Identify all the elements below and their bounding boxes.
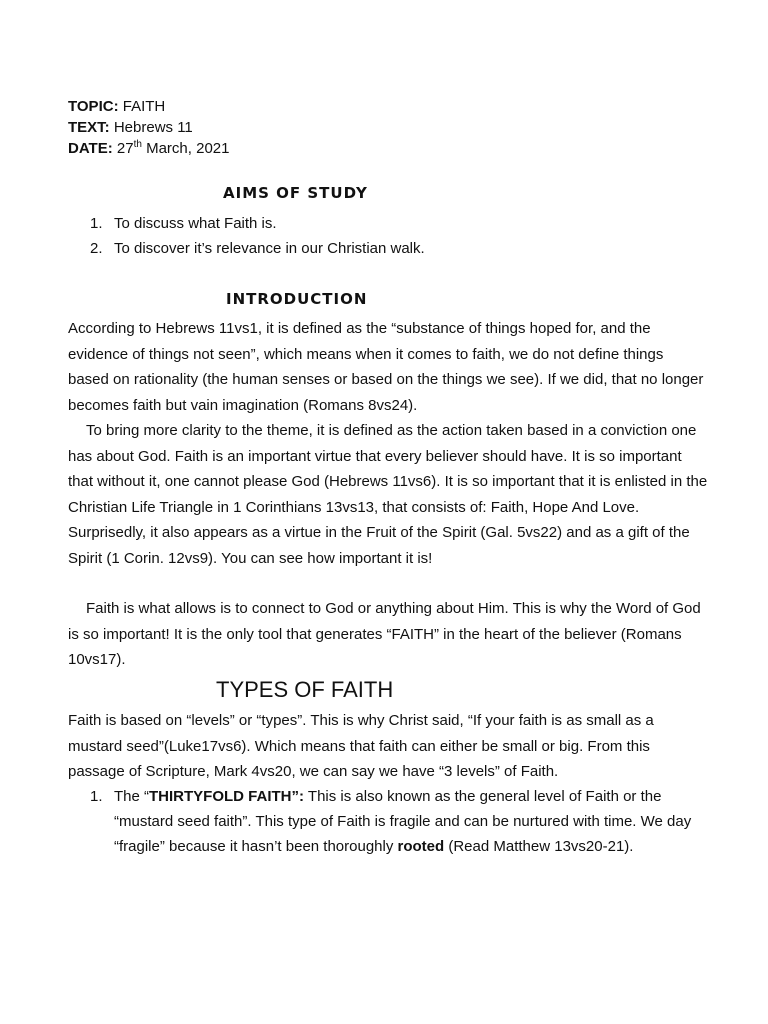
topic-label: TOPIC: [68, 98, 119, 115]
list-item [68, 211, 425, 236]
intro-paragraph-2: To bring more clarity to the theme, it is defined as the action taken based in a conviction one has about God. Faith is an important virtue that every believer should have. It is so important that without it, one cannot please God (Hebrews 11vs6). It is so important that it is enlisted in the Christian Life Triangle in 1 Corinthians 13vs13, that consists of: Faith, Hope And Love. Surprisedly, it also appears as a virtue in the Fruit of the Spirit (Gal. 5vs22) and as a gift of the Spirit (1 Corin. 12vs9). You can see how important it is! [68, 422, 708, 567]
intro-paragraph-1: According to Hebrews 11vs1, it is defined as the “substance of things hoped for, and the evidence of things not seen”, which means when it comes to faith, we do not define things based on rationality (the human senses or based on the things we see). If we did, that no longer becomes faith but vain imagination (Romans 8vs24). [68, 320, 704, 414]
date-line [68, 138, 229, 159]
date-suffix: th [133, 139, 142, 150]
intro-paragraph-3: Faith is what allows is to connect to God or anything about Him. This is why the Word of God is so important! It is the only tool that generates “FAITH” in the heart of the believer (Romans 10vs17). [68, 600, 701, 668]
list-text: To discover it’s relevance in our Christian walk. [114, 240, 425, 257]
date-label: DATE: [68, 140, 113, 157]
list-text: To discuss what Faith is. [114, 215, 277, 232]
item-text-a: This is also known as the general level of Faith or the “mustard seed faith”. This type of Faith is fragile and can be nurtured with time. We day “fragile” because it hasn’t been thoroughly [114, 788, 692, 855]
thirtyfold-term: THIRTYFOLD FAITH [149, 788, 292, 805]
text-value: Hebrews 11 [113, 119, 193, 136]
topic-line [68, 96, 229, 117]
text-label: TEXT: [68, 119, 110, 136]
types-paragraph: Faith is based on “levels” or “types”. This is why Christ said, “If your faith is as small as a mustard seed”(Luke17vs6). Which means that faith can either be small or big. From this passage of Scripture, Mark 4vs20, we can say we have “3 levels” of Faith. [68, 712, 654, 780]
date-day: 27 [116, 140, 134, 157]
item-prefix: The “ [114, 788, 150, 805]
list-item [68, 236, 425, 261]
date-rest: March, 2021 [146, 140, 230, 157]
introduction-heading: INTRODUCTION [226, 290, 368, 308]
topic-value: FAITH [122, 98, 166, 115]
study-meta [68, 96, 229, 159]
text-line [68, 117, 229, 138]
types-list [68, 784, 708, 859]
item-text-b: (Read Matthew 13vs20-21). [444, 838, 634, 855]
aims-heading: AIMS OF STUDY [223, 184, 368, 202]
list-number: 1. [90, 788, 103, 805]
term-close: ”: [291, 788, 305, 805]
list-number: 2. [90, 240, 103, 257]
types-heading: TYPES OF FAITH [216, 677, 394, 702]
rooted-word: rooted [397, 838, 445, 855]
list-item [68, 784, 708, 859]
aims-list [68, 211, 425, 261]
list-number: 1. [90, 215, 103, 232]
